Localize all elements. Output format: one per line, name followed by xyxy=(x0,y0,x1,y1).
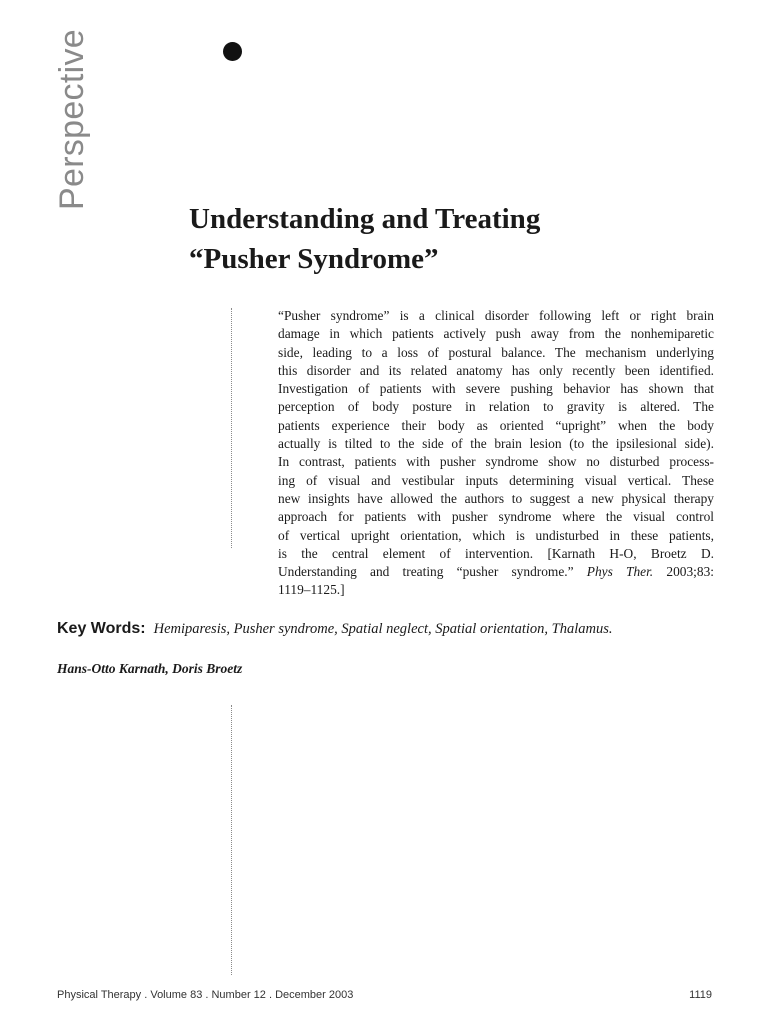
abstract-line: approach for patients with pusher syndrome where the visual control xyxy=(278,509,714,525)
abstract-line: is the central element of intervention. [Karnath H-O, Broetz D. xyxy=(278,545,714,561)
citation-volume: 2003;83: xyxy=(666,564,714,580)
citation-title: Understanding and treating “pusher syndrome.” xyxy=(278,564,574,580)
keywords xyxy=(57,620,737,638)
abstract xyxy=(278,307,714,600)
body-divider-line xyxy=(231,705,232,975)
article-title-line-2: “Pusher Syndrome” xyxy=(189,243,439,275)
abstract-line: “Pusher syndrome” is a clinical disorder following left or right brain xyxy=(278,308,714,323)
abstract-divider-line xyxy=(231,308,232,548)
keywords-label: Key Words: xyxy=(57,620,146,637)
abstract-line: new insights have allowed the authors to suggest a new physical therapy xyxy=(278,490,714,506)
abstract-line: of vertical upright orientation, which is undisturbed in these patients, xyxy=(278,527,714,543)
section-label-text: Perspective xyxy=(52,28,91,210)
authors: Hans-Otto Karnath, Doris Broetz xyxy=(57,661,243,676)
citation-journal: Phys Ther. xyxy=(586,564,654,580)
abstract-citation-line xyxy=(278,563,714,581)
section-label xyxy=(52,28,91,210)
article-title-line-1: Understanding and Treating xyxy=(189,203,541,235)
abstract-line: In contrast, patients with pusher syndrome show no disturbed process- xyxy=(278,454,714,470)
abstract-line: Investigation of patients with severe pushing behavior has shown that xyxy=(278,381,714,397)
footer-page-number: 1119 xyxy=(689,989,712,1001)
keywords-text: Hemiparesis, Pusher syndrome, Spatial neglect, Spatial orientation, Thalamus. xyxy=(153,621,613,637)
abstract-line: ing of visual and vestibular inputs determining visual vertical. These xyxy=(278,472,714,488)
article-title xyxy=(189,199,709,279)
abstract-line: side, leading to a loss of postural balance. The mechanism underlying xyxy=(278,344,714,360)
abstract-line: actually is tilted to the side of the brain lesion (to the ipsilesional side). xyxy=(278,436,714,452)
citation-pages: 1119–1125.] xyxy=(278,582,345,598)
abstract-line: this disorder and its related anatomy has only recently been identified. xyxy=(278,362,714,378)
bullet-dot xyxy=(223,42,242,61)
abstract-line: patients experience their body as oriented “upright” when the body xyxy=(278,417,714,433)
abstract-line: perception of body posture in relation to gravity is altered. The xyxy=(278,399,714,415)
abstract-line: damage in which patients actively push away from the nonhemiparetic xyxy=(278,326,714,342)
footer-journal-info: Physical Therapy . Volume 83 . Number 12 . December 2003 xyxy=(57,989,354,1001)
